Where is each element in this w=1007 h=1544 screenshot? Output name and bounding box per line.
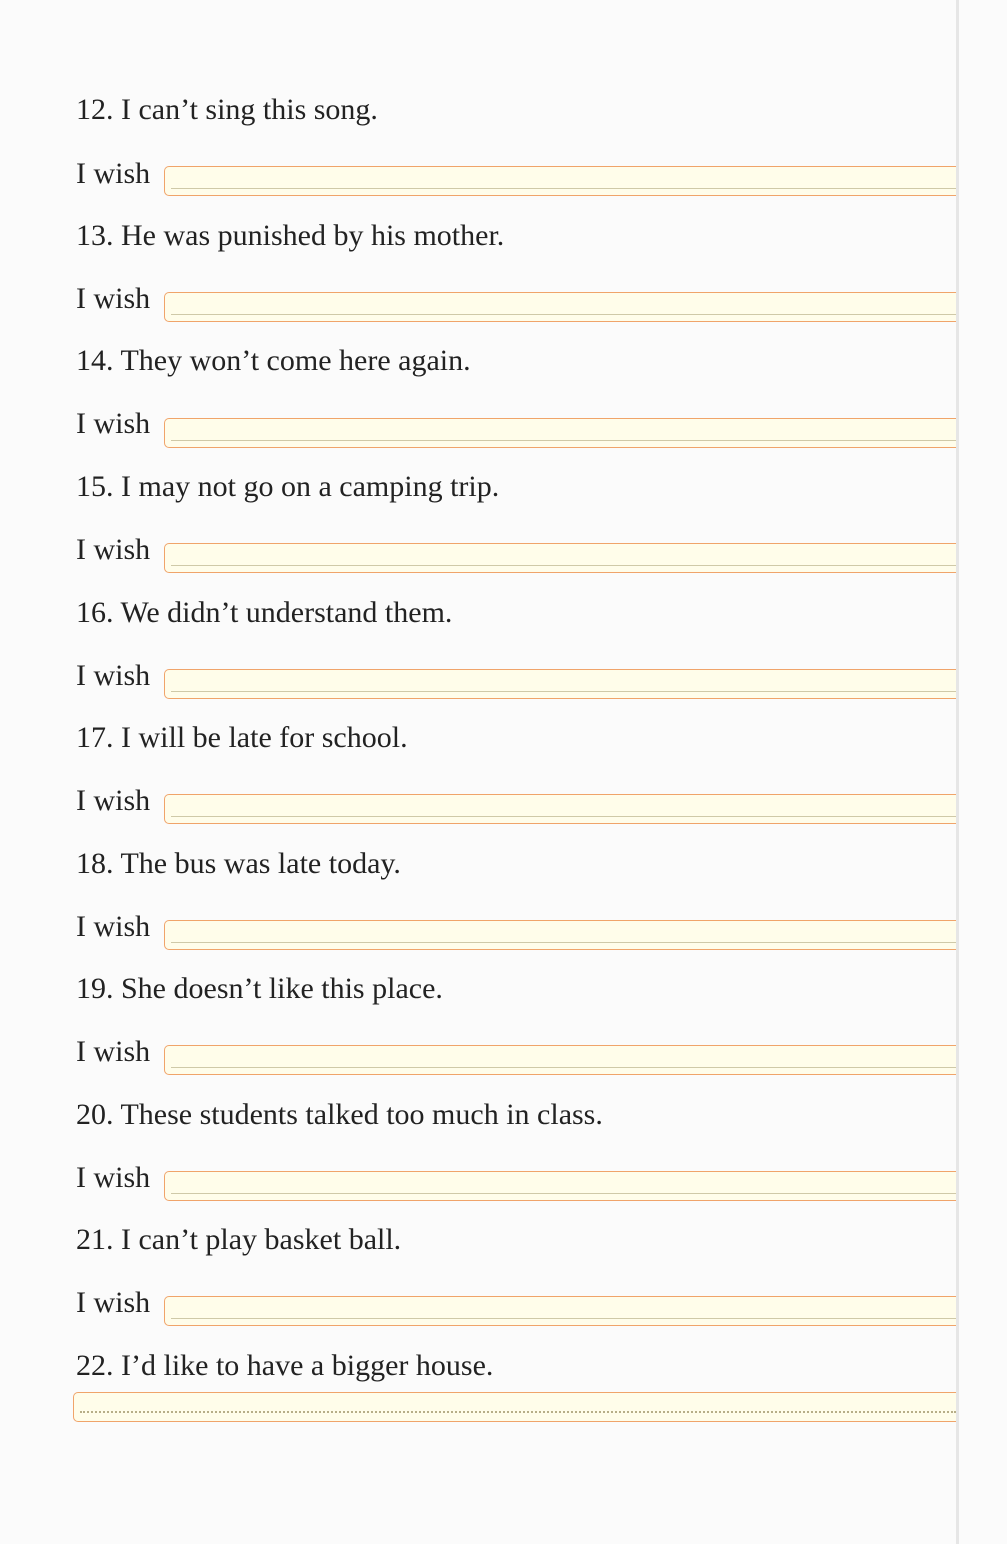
- sentence-20: 20. These students talked too much in class.: [76, 1098, 603, 1131]
- answer-input-13[interactable]: [165, 293, 956, 321]
- answer-box-19[interactable]: [164, 1045, 956, 1075]
- answer-box-20[interactable]: [164, 1171, 956, 1201]
- answer-box-14[interactable]: [164, 418, 956, 448]
- sentence-14: 14. They won’t come here again.: [76, 344, 471, 377]
- sentence-15: 15. I may not go on a camping trip.: [76, 470, 500, 503]
- sentence-22: 22. I’d like to have a bigger house.: [76, 1349, 494, 1382]
- answer-box-15[interactable]: [164, 543, 956, 573]
- answer-box-22[interactable]: [73, 1392, 956, 1422]
- sentence-12: 12. I can’t sing this song.: [76, 93, 378, 126]
- wish-label-21: I wish: [76, 1286, 151, 1319]
- wish-label-14: I wish: [76, 407, 151, 440]
- answer-input-14[interactable]: [165, 419, 956, 447]
- answer-input-19[interactable]: [165, 1046, 956, 1074]
- wish-label-12: I wish: [76, 157, 151, 190]
- wish-label-20: I wish: [76, 1161, 151, 1194]
- wish-label-18: I wish: [76, 910, 151, 943]
- answer-input-21[interactable]: [165, 1297, 956, 1325]
- answer-input-16[interactable]: [165, 670, 956, 698]
- answer-input-18[interactable]: [165, 921, 956, 949]
- answer-box-13[interactable]: [164, 292, 956, 322]
- sentence-13: 13. He was punished by his mother.: [76, 219, 505, 252]
- answer-input-17[interactable]: [165, 795, 956, 823]
- answer-box-12[interactable]: [164, 166, 956, 196]
- sentence-21: 21. I can’t play basket ball.: [76, 1223, 402, 1256]
- answer-box-17[interactable]: [164, 794, 956, 824]
- wish-label-17: I wish: [76, 784, 151, 817]
- page-edge-divider: [956, 0, 959, 1544]
- wish-label-16: I wish: [76, 659, 151, 692]
- sentence-17: 17. I will be late for school.: [76, 721, 408, 754]
- sentence-16: 16. We didn’t understand them.: [76, 596, 453, 629]
- answer-box-18[interactable]: [164, 920, 956, 950]
- answer-input-15[interactable]: [165, 544, 956, 572]
- answer-input-20[interactable]: [165, 1172, 956, 1200]
- answer-box-16[interactable]: [164, 669, 956, 699]
- sentence-19: 19. She doesn’t like this place.: [76, 972, 443, 1005]
- wish-label-15: I wish: [76, 533, 151, 566]
- answer-box-21[interactable]: [164, 1296, 956, 1326]
- wish-label-13: I wish: [76, 282, 151, 315]
- sentence-18: 18. The bus was late today.: [76, 847, 401, 880]
- answer-input-12[interactable]: [165, 167, 956, 195]
- answer-input-22[interactable]: [74, 1393, 956, 1421]
- wish-label-19: I wish: [76, 1035, 151, 1068]
